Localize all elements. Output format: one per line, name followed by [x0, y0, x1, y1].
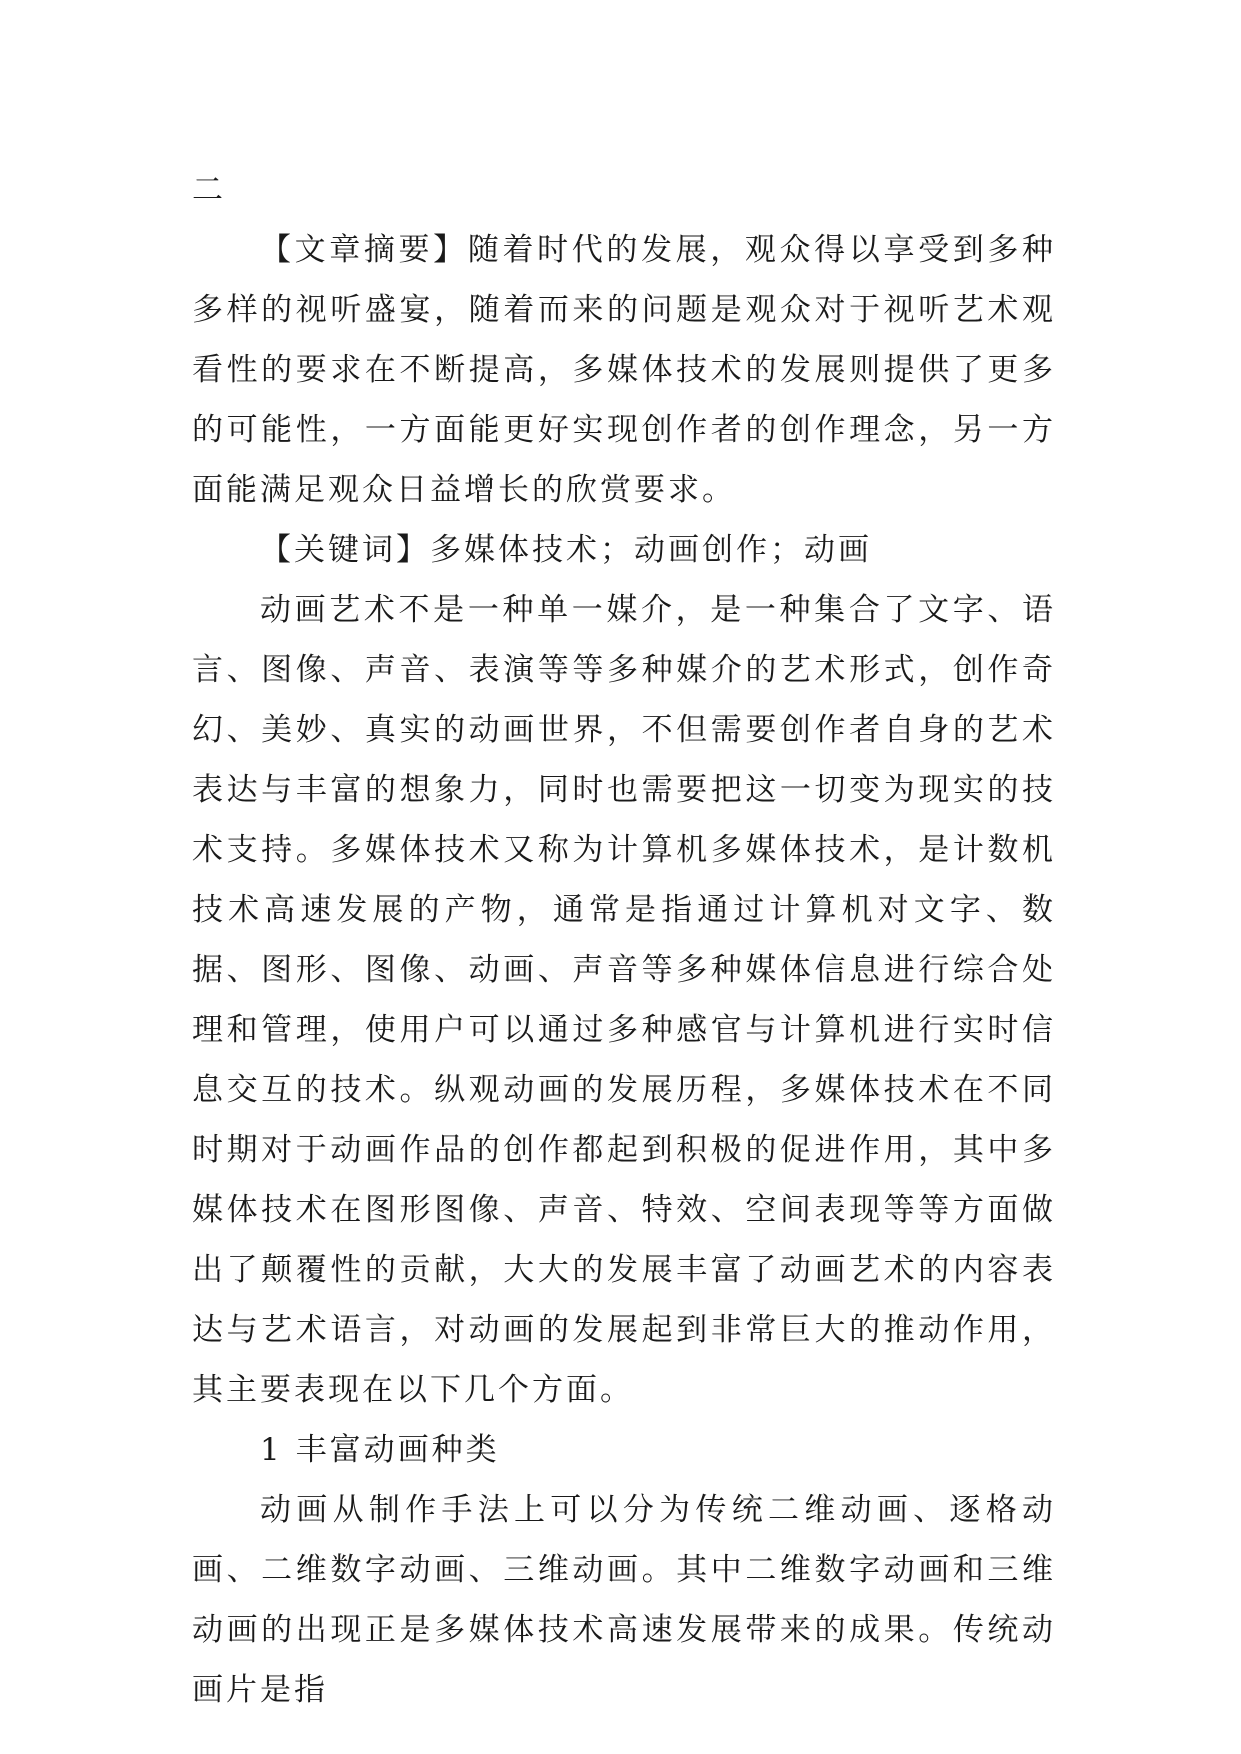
keywords-paragraph: 【关键词】多媒体技术；动画创作；动画	[260, 532, 872, 568]
body-paragraph-2: 动画从制作手法上可以分为传统二维动画、逐格动画、二维数字动画、三维动画。其中二维数字动画和三维动画的出现正是多媒体技术高速发展带来的成果。传统动画片是指	[192, 1492, 1056, 1708]
section-heading: 1 丰富动画种类	[260, 1432, 500, 1468]
document-body	[192, 160, 1056, 1720]
abstract-paragraph: 【文章摘要】随着时代的发展，观众得以享受到多种多样的视听盛宴，随着而来的问题是观众对于视听艺术观看性的要求在不断提高，多媒体技术的发展则提供了更多的可能性，一方面能更好实现创作者的创作理念，另一方面能满足观众日益增长的欣赏要求。	[192, 232, 1056, 508]
page-marker: 二	[192, 172, 226, 208]
body-paragraph-1: 动画艺术不是一种单一媒介，是一种集合了文字、语言、图像、声音、表演等等多种媒介的艺术形式，创作奇幻、美妙、真实的动画世界，不但需要创作者自身的艺术表达与丰富的想象力，同时也需要把这一切变为现实的技术支持。多媒体技术又称为计算机多媒体技术，是计数机技术高速发展的产物，通常是指通过计算机对文字、数据、图形、图像、动画、声音等多种媒体信息进行综合处理和管理，使用户可以通过多种感官与计算机进行实时信息交互的技术。纵观动画的发展历程，多媒体技术在不同时期对于动画作品的创作都起到积极的促进作用，其中多媒体技术在图形图像、声音、特效、空间表现等等方面做出了颠覆性的贡献，大大的发展丰富了动画艺术的内容表达与艺术语言，对动画的发展起到非常巨大的推动作用，其主要表现在以下几个方面。	[192, 592, 1056, 1408]
